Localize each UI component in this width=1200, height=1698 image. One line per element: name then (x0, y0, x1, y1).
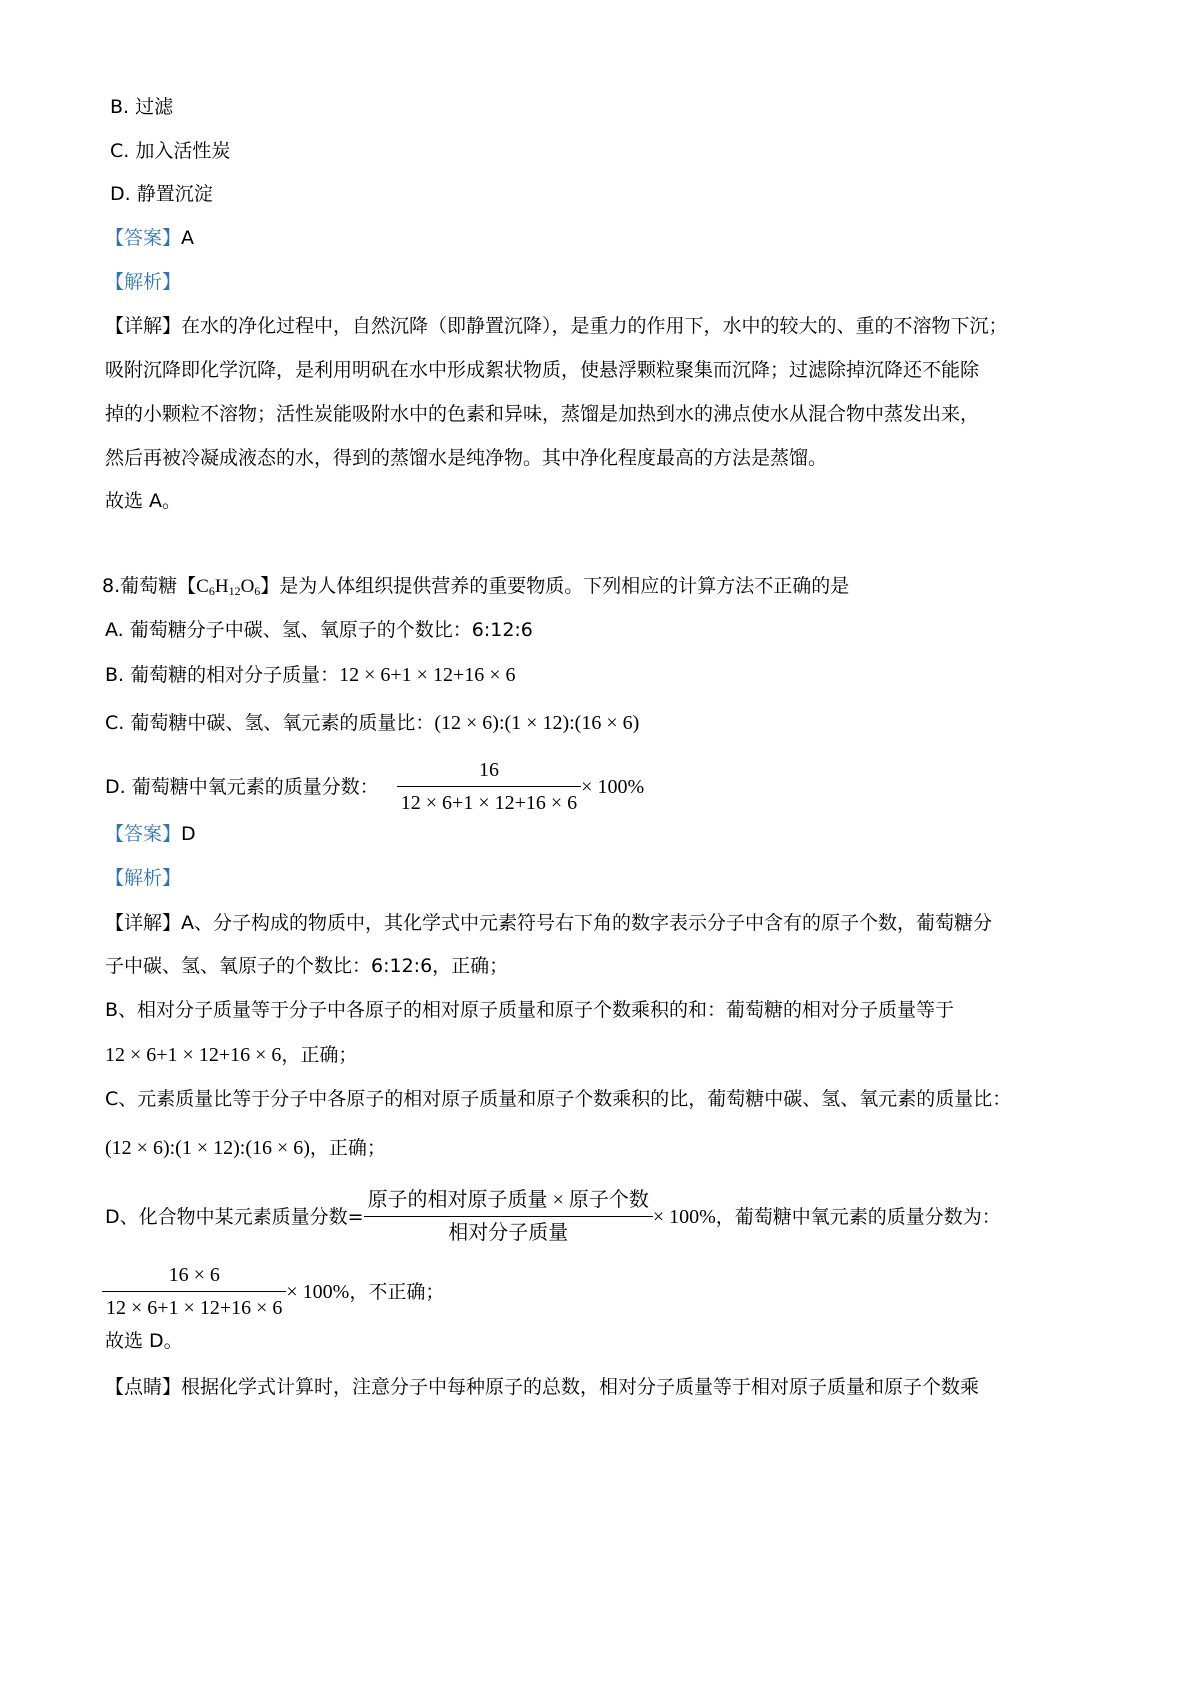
fraction-numerator: 原子的相对原子质量 × 原子个数 (364, 1186, 653, 1217)
fraction-numerator: 16 (397, 756, 581, 787)
answer-value: A (181, 227, 195, 249)
oxygen-fraction (102, 1261, 286, 1322)
q8-stem (102, 572, 849, 605)
answer-value: D (181, 823, 196, 845)
fraction-denominator: 12 × 6+1 × 12+16 × 6 (106, 1297, 283, 1319)
option-b-math: 12 × 6+1 × 12+16 × 6 (339, 664, 516, 686)
q7-option-d: D. 静置沉淀 (110, 183, 213, 205)
detail-label: 【详解】 (105, 912, 182, 934)
q8-stem-suffix: 】是为人体组织提供营养的重要物质。下列相应的计算方法不正确的是 (260, 575, 850, 597)
detail-text: 在水的净化过程中，自然沉降（即静置沉降），是重力的作用下，水中的较大的、重的不溶物下沉； (181, 315, 1008, 337)
q7-conclusion: 故选 A。 (105, 490, 182, 512)
q8-detail-a-line-2: 子中碳、氢、氧原子的个数比：6:12:6，正确； (105, 955, 509, 977)
comment-label: 【点睛】 (105, 1376, 182, 1398)
detail-label: 【详解】 (105, 315, 182, 337)
q8-detail-c-line-2: (12 × 6):(1 × 12):(16 × 6)，正确； (105, 1137, 386, 1159)
q8-analysis-label: 【解析】 (105, 867, 182, 889)
q8-option-a: A. 葡萄糖分子中碳、氢、氧原子的个数比：6:12:6 (105, 619, 533, 641)
q7-option-b: B. 过滤 (110, 96, 174, 118)
b-math: 12 × 6+1 × 12+16 × 6 (105, 1044, 282, 1066)
option-c-math: (12 × 6):(1 × 12):(16 × 6) (434, 712, 640, 734)
glucose-formula: $C_6H_{12}O_6$ (196, 576, 261, 598)
q8-detail-a-line-1: 【详解】A、分子构成的物质中，其化学式中元素符号右下角的数字表示分子中含有的原子个数，葡萄糖分 (105, 912, 993, 934)
q7-answer (105, 224, 194, 252)
q8-conclusion: 故选 D。 (105, 1330, 183, 1352)
answer-label: 【答案】 (105, 823, 182, 845)
option-d-fraction (397, 756, 581, 817)
c-math: (12 × 6):(1 × 12):(16 × 6) (105, 1137, 310, 1159)
q8-comment: 【点睛】根据化学式计算时，注意分子中每种原子的总数，相对分子质量等于相对原子质量和原子个数乘 (105, 1376, 980, 1398)
q8-detail-d-line-1: D、化合物中某元素质量分数= $\frac{\text{原子的相对原子质量 × 原子个数}}{\text{相对分子质量}}$ × 100%，葡萄糖中氧元素的质量分数为： (105, 1186, 1001, 1247)
q8-detail-b-line-2: 12 × 6+1 × 12+16 × 6，正确； (105, 1044, 358, 1066)
q8-option-b: B. 葡萄糖的相对分子质量：12 × 6+1 × 12+16 × 6 (105, 664, 516, 686)
q7-detail-line-1 (105, 312, 1008, 340)
fraction-denominator: 12 × 6+1 × 12+16 × 6 (400, 792, 578, 814)
q8-option-c: C. 葡萄糖中碳、氢、氧元素的质量比：(12 × 6):(1 × 12):(16 × 6) (105, 712, 640, 734)
q8-detail-d-line-2: $\frac{16 \times 6}{12 \times 6+1 \times 12+16 \times 6}$ × 100%，不正确； (102, 1261, 444, 1322)
q8-option-d: D. 葡萄糖中氧元素的质量分数： $\frac{16}{12 \times 6+1 \times 12+16 \times 6}$ × 100% (105, 756, 644, 817)
q7-detail-line-4: 然后再被冷凝成液态的水，得到的蒸馏水是纯净物。其中净化程度最高的方法是蒸馏。 (105, 447, 828, 469)
q8-answer (105, 820, 196, 848)
q7-detail-line-2: 吸附沉降即化学沉降，是利用明矾在水中形成絮状物质，使悬浮颗粒聚集而沉降；过滤除掉沉降还不能除 (105, 359, 980, 381)
q8-stem-prefix: 8.葡萄糖【 (102, 575, 197, 597)
mass-fraction-formula (364, 1186, 653, 1247)
q7-detail-line-3: 掉的小颗粒不溶物；活性炭能吸附水中的色素和异味，蒸馏是加热到水的沸点使水从混合物中蒸发出来， (105, 403, 980, 425)
q7-option-c: C. 加入活性炭 (110, 140, 231, 162)
q8-detail-b-line-1: B、相对分子质量等于分子中各原子的相对原子质量和原子个数乘积的和：葡萄糖的相对分子质量等于 (105, 999, 955, 1021)
q7-analysis-label: 【解析】 (105, 271, 182, 293)
fraction-numerator: 16 × 6 (102, 1261, 286, 1292)
answer-label: 【答案】 (105, 227, 182, 249)
fraction-denominator: 相对分子质量 (448, 1222, 569, 1244)
q8-detail-c-line-1: C、元素质量比等于分子中各原子的相对原子质量和原子个数乘积的比，葡萄糖中碳、氢、氧元素的质量比： (105, 1088, 1012, 1110)
